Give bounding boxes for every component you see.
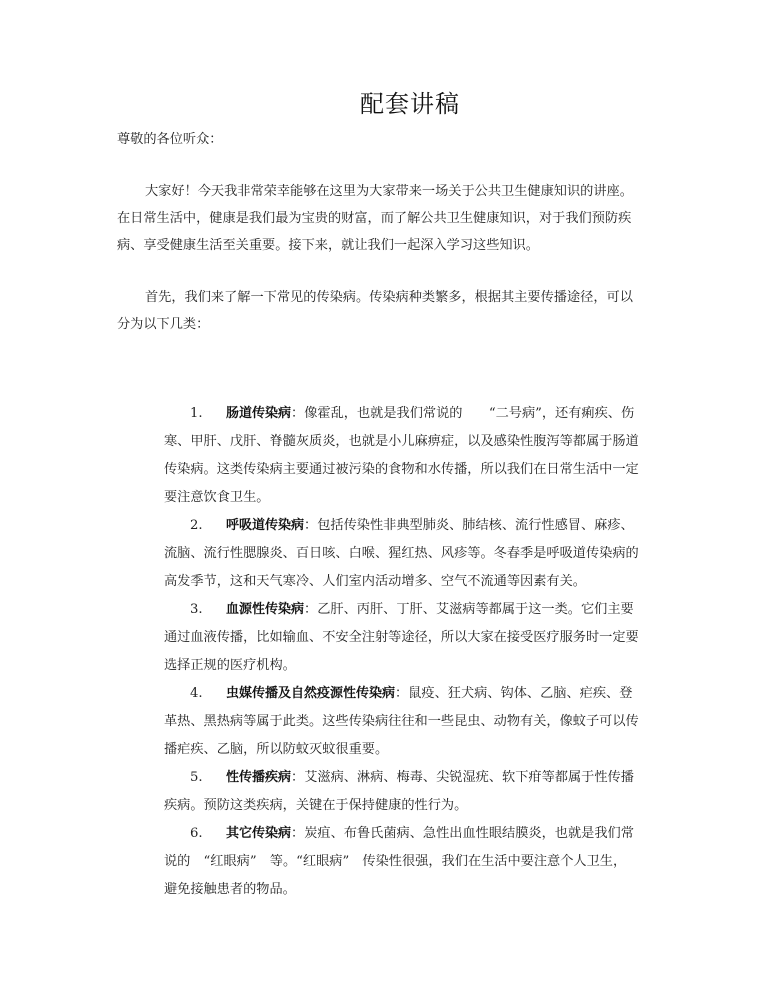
list-item-line: 革热、黑热病等属于此类。这些传染病往往和一些昆虫、动物有关，像蚊子可以传 (164, 714, 639, 729)
list-item-label: 血源性传染病 (226, 602, 305, 617)
greeting-line: 尊敬的各位听众： (117, 132, 223, 147)
list-item-label: 虫媒传播及自然疫源性传染病 (226, 686, 396, 701)
list-item-number: 5. (190, 770, 203, 785)
list-item-text: ：包括传染性非典型肺炎、肺结核、流行性感冒、麻疹、 (304, 518, 634, 533)
list-item-line: 通过血液传播，比如输血、不安全注射等途径，所以大家在接受医疗服务时一定要 (164, 630, 639, 645)
list-item-line: 传染病。这类传染病主要通过被污染的食物和水传播，所以我们在日常生活中一定 (164, 462, 639, 477)
list-item-text: ：乙肝、丙肝、丁肝、艾滋病等都属于这一类。它们主要 (304, 602, 634, 617)
list-item-first-line (226, 400, 634, 427)
list-item-label: 呼吸道传染病 (226, 518, 305, 533)
list-item-first-line (226, 820, 634, 847)
list-item-first-line (226, 512, 634, 539)
list-item-text: ：像霍乱，也就是我们常说的 “二号病”，还有痢疾、伤 (291, 406, 635, 421)
list-item-line: 要注意饮食卫生。 (164, 490, 270, 505)
list-item-first-line (226, 596, 634, 623)
overview-line: 分为以下几类： (117, 317, 210, 332)
list-item-line: 说的 “红眼病” 等。“红眼病” 传染性很强，我们在生活中要注意个人卫生， (164, 854, 627, 869)
list-item-first-line (226, 764, 634, 791)
list-item-label: 肠道传染病 (226, 406, 292, 421)
list-item-line: 高发季节，这和天气寒冷、人们室内活动增多、空气不流通等因素有关。 (164, 574, 586, 589)
list-item-line: 播疟疾、乙脑，所以防蚊灭蚊很重要。 (164, 742, 389, 757)
list-item-label: 其它传染病 (226, 826, 292, 841)
list-item-label: 性传播疾病 (226, 770, 292, 785)
list-item-number: 2. (190, 518, 203, 533)
list-item-line: 寒、甲肝、戊肝、脊髓灰质炎，也就是小儿麻痹症，以及感染性腹泻等都属于肠道 (164, 434, 639, 449)
intro-line: 大家好！今天我非常荣幸能够在这里为大家带来一场关于公共卫生健康知识的讲座。 (145, 184, 633, 199)
list-item-line: 流脑、流行性腮腺炎、百日咳、白喉、猩红热、风疹等。冬春季是呼吸道传染病的 (164, 546, 639, 561)
list-item-line: 选择正规的医疗机构。 (164, 658, 296, 673)
list-item-number: 1. (190, 406, 203, 421)
overview-line: 首先，我们来了解一下常见的传染病。传染病种类繁多，根据其主要传播途径，可以 (145, 290, 633, 305)
list-item-number: 3. (190, 602, 203, 617)
document-title: 配套讲稿 (360, 90, 460, 118)
list-item-number: 4. (190, 686, 203, 701)
intro-line: 在日常生活中，健康是我们最为宝贵的财富，而了解公共卫生健康知识，对于我们预防疾 (117, 211, 632, 226)
list-item-text: ：炭疽、布鲁氏菌病、急性出血性眼结膜炎，也就是我们常 (291, 826, 634, 841)
intro-line: 病、享受健康生活至关重要。接下来，就让我们一起深入学习这些知识。 (117, 238, 539, 253)
list-item-number: 6. (190, 826, 203, 841)
list-item-text: ：鼠疫、狂犬病、钩体、乙脑、疟疾、登 (395, 686, 633, 701)
list-item-line: 疾病。预防这类疾病，关键在于保持健康的性行为。 (164, 798, 468, 813)
list-item-first-line (226, 680, 632, 707)
list-item-text: ：艾滋病、淋病、梅毒、尖锐湿疣、软下疳等都属于性传播 (291, 770, 634, 785)
list-item-line: 避免接触患者的物品。 (164, 882, 296, 897)
